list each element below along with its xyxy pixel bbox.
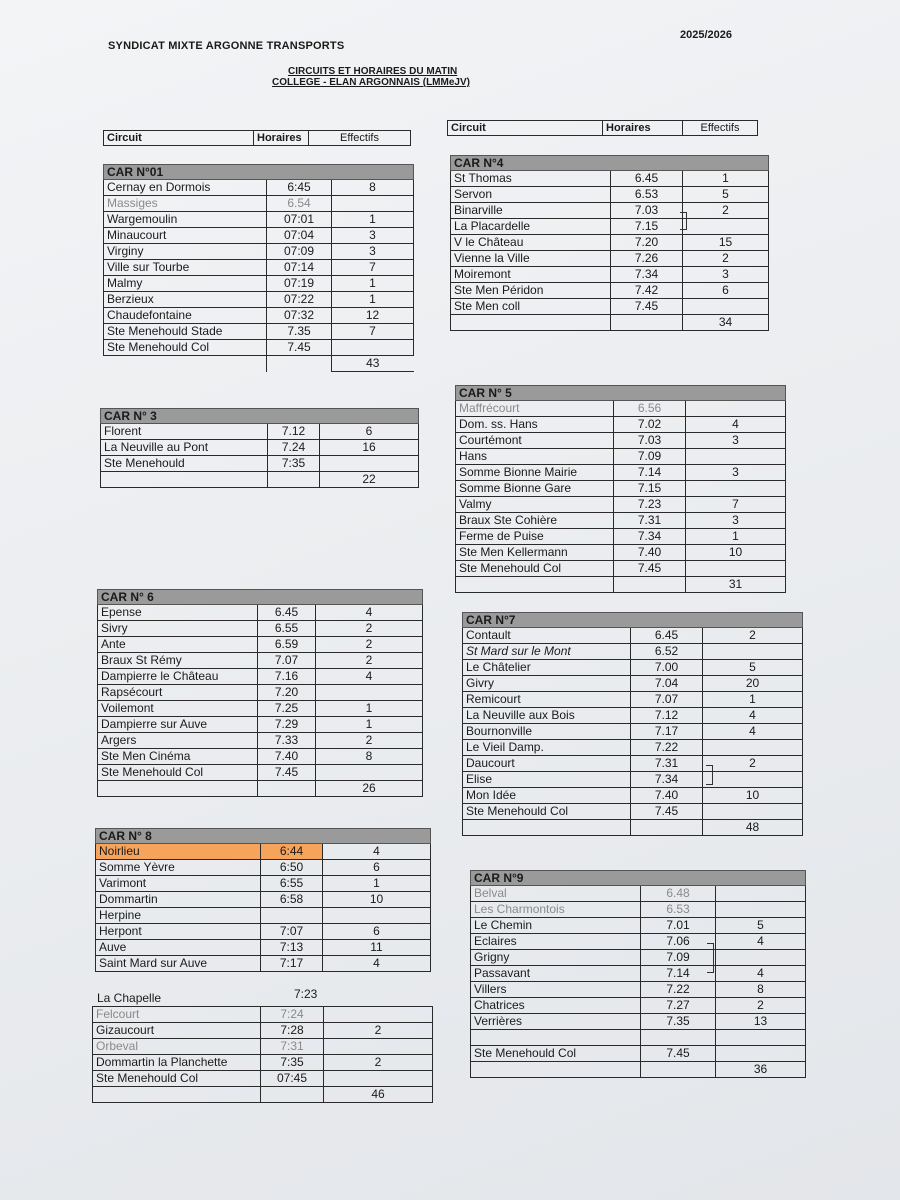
table-row: Varimont 6:55 1: [96, 876, 431, 892]
table-row: Ste Menehould Col 07:45: [93, 1071, 433, 1087]
table-row: Orbeval 7:31: [93, 1039, 433, 1055]
total-row: [98, 781, 423, 797]
table-row: Ste Menehould Col 7.45: [463, 804, 803, 820]
table-row: Dommartin 6:58 10: [96, 892, 431, 908]
table-row: Minaucourt 07:04 3: [104, 228, 414, 244]
table-row: Herpont 7:07 6: [96, 924, 431, 940]
table-car-01: [103, 164, 414, 372]
total-row: [463, 820, 803, 836]
table-row: Voilemont 7.25 1: [98, 701, 423, 717]
table-row: Grigny 7.09: [471, 950, 806, 966]
table-row: Sivry 6.55 2: [98, 621, 423, 637]
total-row: [451, 315, 769, 331]
table-car-8: [95, 828, 431, 972]
table-row: La Neuville au Pont 7.24 16: [101, 440, 419, 456]
header-circuit: Circuit: [448, 121, 603, 136]
table-row: Daucourt 7.31 2: [463, 756, 803, 772]
table-car-4: [450, 155, 769, 331]
table-row: Eclaires 7.06 4: [471, 934, 806, 950]
table-row: Chaudefontaine 07:32 12: [104, 308, 414, 324]
total-count: 43: [332, 356, 414, 372]
total-row: [471, 1062, 806, 1078]
table-row: Contault 6.45 2: [463, 628, 803, 644]
table-row: Ste Men Kellermann 7.40 10: [456, 545, 786, 561]
table-row: Ste Menehould Stade 7.35 7: [104, 324, 414, 340]
car-title: CAR N°4: [451, 156, 769, 171]
table-row: Verrières 7.35 13: [471, 1014, 806, 1030]
table-row: Virginy 07:09 3: [104, 244, 414, 260]
table-row: Moiremont 7.34 3: [451, 267, 769, 283]
table-row: Ville sur Tourbe 07:14 7: [104, 260, 414, 276]
table-row: Courtémont 7.03 3: [456, 433, 786, 449]
table-car-5: [455, 385, 786, 593]
table-row: Bournonville 7.17 4: [463, 724, 803, 740]
table-row: Ferme de Puise 7.34 1: [456, 529, 786, 545]
total-count: 26: [316, 781, 423, 797]
table-row: Remicourt 7.07 1: [463, 692, 803, 708]
car-title: CAR N° 5: [456, 386, 786, 401]
table-row: Malmy 07:19 1: [104, 276, 414, 292]
table-row: Ste Menehould Col 7.45: [104, 340, 414, 356]
table-row: [471, 1030, 806, 1046]
table-row: Dampierre le Château 7.16 4: [98, 669, 423, 685]
document-subtitle: COLLEGE - ELAN ARGONNAIS (LMMeJV): [272, 77, 470, 88]
header-horaires: Horaires: [254, 131, 309, 146]
total-count: 31: [686, 577, 786, 593]
table-row: Les Charmontois 6.53: [471, 902, 806, 918]
grouping-bracket: [707, 943, 714, 973]
table-row: Le Vieil Damp. 7.22: [463, 740, 803, 756]
table-row: Ste Menehould Col 7.45: [456, 561, 786, 577]
car-title: CAR N° 6: [98, 590, 423, 605]
loose-stop-time: 7:23: [294, 987, 318, 1001]
table-row: Givry 7.04 20: [463, 676, 803, 692]
table-car-6: [97, 589, 423, 797]
loose-stop-label: La Chapelle: [97, 991, 162, 1005]
total-row: [456, 577, 786, 593]
car-title: CAR N°01: [104, 165, 414, 180]
table-row: Ste Menehould Col 7.45: [471, 1046, 806, 1062]
table-row: Somme Yèvre 6:50 6: [96, 860, 431, 876]
school-year: 2025/2026: [680, 29, 732, 41]
header-circuit: Circuit: [104, 131, 254, 146]
table-row: Epense 6.45 4: [98, 605, 423, 621]
table-car-9: [470, 870, 806, 1078]
table-row-highlighted: Noirlieu 6:44 4: [96, 844, 431, 860]
total-row: [104, 356, 414, 372]
table-row: Felcourt 7:24: [93, 1007, 433, 1023]
column-header-left: [103, 130, 411, 146]
table-row: Dom. ss. Hans 7.02 4: [456, 417, 786, 433]
table-row: Herpine: [96, 908, 431, 924]
car-title: CAR N° 3: [101, 409, 419, 424]
car-title: CAR N° 8: [96, 829, 431, 844]
grouping-bracket: [706, 765, 713, 785]
table-row: La Neuville aux Bois 7.12 4: [463, 708, 803, 724]
table-row: Valmy 7.23 7: [456, 497, 786, 513]
table-car-3: [100, 408, 419, 488]
table-car-7: [462, 612, 803, 836]
table-row: Florent 7.12 6: [101, 424, 419, 440]
table-row: Argers 7.33 2: [98, 733, 423, 749]
table-row: Belval 6.48: [471, 886, 806, 902]
table-row: Le Châtelier 7.00 5: [463, 660, 803, 676]
table-row: Ste Men Cinéma 7.40 8: [98, 749, 423, 765]
table-row: La Placardelle 7.15: [451, 219, 769, 235]
table-row: Braux St Rémy 7.07 2: [98, 653, 423, 669]
table-row: V le Château 7.20 15: [451, 235, 769, 251]
car-title: CAR N°9: [471, 871, 806, 886]
table-row: Dommartin la Planchette 7:35 2: [93, 1055, 433, 1071]
table-row: Massiges 6.54: [104, 196, 414, 212]
table-row: Braux Ste Cohière 7.31 3: [456, 513, 786, 529]
total-count: 36: [716, 1062, 806, 1078]
table-row: Auve 7:13 11: [96, 940, 431, 956]
document-title: CIRCUITS ET HORAIRES DU MATIN: [288, 66, 458, 77]
total-count: 48: [703, 820, 803, 836]
table-row: Ste Menehould 7:35: [101, 456, 419, 472]
table-row: Gizaucourt 7:28 2: [93, 1023, 433, 1039]
table-row: Maffrécourt 6.56: [456, 401, 786, 417]
table-row: Binarville 7.03 2: [451, 203, 769, 219]
grouping-bracket: [680, 212, 687, 230]
table-row: Saint Mard sur Auve 7:17 4: [96, 956, 431, 972]
table-row: Vienne la Ville 7.26 2: [451, 251, 769, 267]
total-count: 22: [320, 472, 419, 488]
table-row: Somme Bionne Gare 7.15: [456, 481, 786, 497]
table-row: Chatrices 7.27 2: [471, 998, 806, 1014]
table-row: Cernay en Dormois 6:45 8: [104, 180, 414, 196]
table-row: Ste Men coll 7.45: [451, 299, 769, 315]
table-row: Rapsécourt 7.20: [98, 685, 423, 701]
total-count: 34: [683, 315, 769, 331]
table-row: Le Chemin 7.01 5: [471, 918, 806, 934]
table-row: Mon Idée 7.40 10: [463, 788, 803, 804]
table-row: Villers 7.22 8: [471, 982, 806, 998]
table-row: Ste Menehould Col 7.45: [98, 765, 423, 781]
table-row: St Mard sur le Mont 6.52: [463, 644, 803, 660]
table-car-8-continued: [92, 1006, 433, 1103]
table-row: Dampierre sur Auve 7.29 1: [98, 717, 423, 733]
header-horaires: Horaires: [603, 121, 683, 136]
table-row: St Thomas 6.45 1: [451, 171, 769, 187]
total-row: [93, 1087, 433, 1103]
column-header-right: [447, 120, 758, 136]
table-row: Wargemoulin 07:01 1: [104, 212, 414, 228]
organization-name: SYNDICAT MIXTE ARGONNE TRANSPORTS: [108, 40, 345, 52]
total-count: 46: [324, 1087, 433, 1103]
car-title: CAR N°7: [463, 613, 803, 628]
total-row: [101, 472, 419, 488]
header-effectifs: Effectifs: [683, 121, 758, 136]
table-row: Hans 7.09: [456, 449, 786, 465]
table-row: Berzieux 07:22 1: [104, 292, 414, 308]
table-row: Elise 7.34: [463, 772, 803, 788]
table-row: Somme Bionne Mairie 7.14 3: [456, 465, 786, 481]
table-row: Passavant 7.14 4: [471, 966, 806, 982]
header-effectifs: Effectifs: [309, 131, 411, 146]
table-row: Servon 6.53 5: [451, 187, 769, 203]
table-row: Ste Men Péridon 7.42 6: [451, 283, 769, 299]
table-row: Ante 6.59 2: [98, 637, 423, 653]
